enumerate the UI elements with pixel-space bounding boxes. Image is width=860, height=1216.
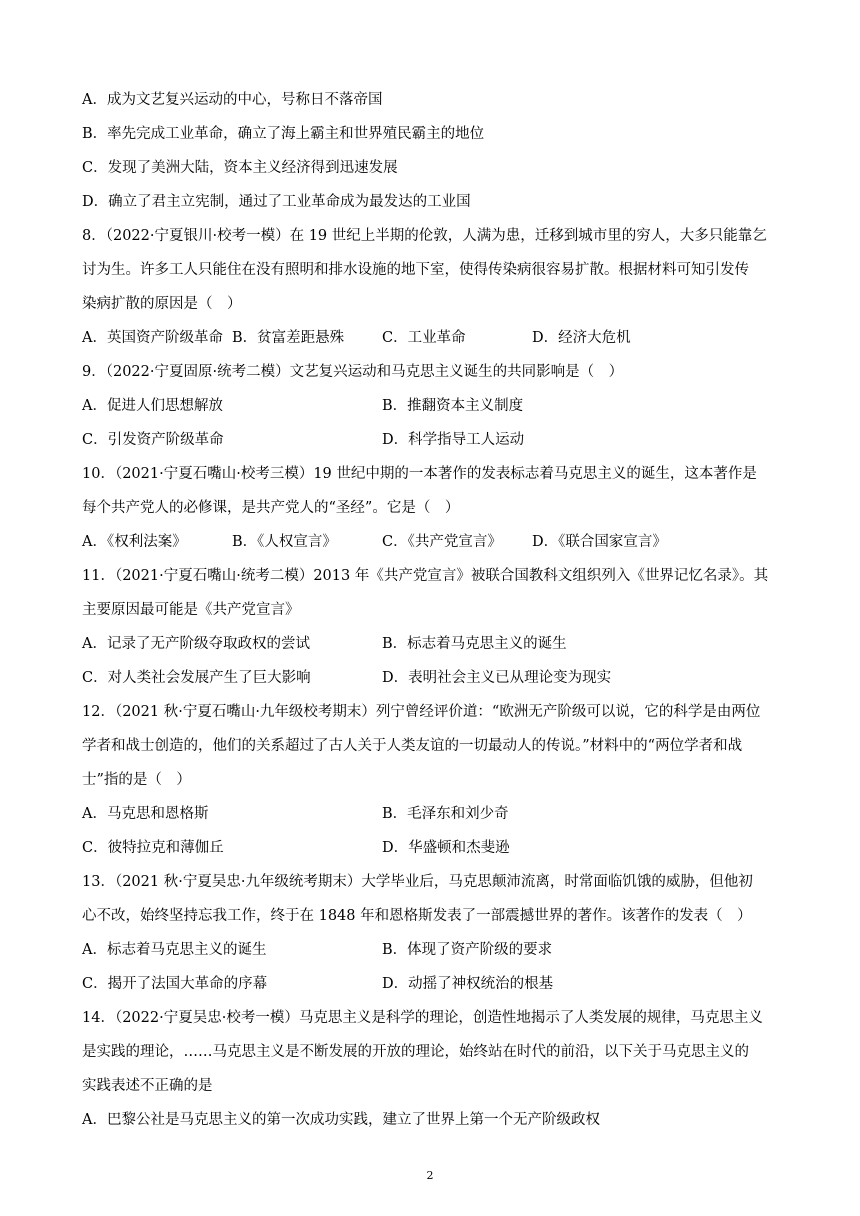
q8-option-b: B．贫富差距悬殊 xyxy=(232,330,345,346)
q8-stem-line-3: 染病扩散的原因是（ ） xyxy=(82,296,242,312)
q8-option-d: D．经济大危机 xyxy=(532,330,631,346)
q10-option-d: D．《联合国家宣言》 xyxy=(532,534,667,550)
q13-option-d: D．动摇了神权统治的根基 xyxy=(382,976,554,992)
q12-option-a: A．马克思和恩格斯 xyxy=(82,806,209,822)
q9-option-c: C．引发资产阶级革命 xyxy=(82,432,224,448)
q9-option-b: B．推翻资本主义制度 xyxy=(382,398,524,414)
q7-option-d: D．确立了君主立宪制，通过了工业革命成为最发达的工业国 xyxy=(82,194,471,210)
q11-option-c: C．对人类社会发展产生了巨大影响 xyxy=(82,670,311,686)
q14-stem-line-1: 14．（2022·宁夏吴忠·校考一模）马克思主义是科学的理论，创造性地揭示了人类发展的规律，马克思主义 xyxy=(82,1010,763,1026)
q13-option-a: A．标志着马克思主义的诞生 xyxy=(82,942,267,958)
q12-option-b: B．毛泽东和刘少奇 xyxy=(382,806,509,822)
q11-option-b: B．标志着马克思主义的诞生 xyxy=(382,636,567,652)
q9-option-d: D．科学指导工人运动 xyxy=(382,432,525,448)
q14-stem-line-2: 是实践的理论，……马克思主义是不断发展的开放的理论，始终站在时代的前沿，以下关于马克思主义的 xyxy=(82,1044,749,1060)
q11-option-a: A．记录了无产阶级夺取政权的尝试 xyxy=(82,636,310,652)
q13-option-b: B．体现了资产阶级的要求 xyxy=(382,942,553,958)
q9-option-a: A．促进人们思想解放 xyxy=(82,398,223,414)
page-number: 2 xyxy=(426,1169,434,1182)
q7-option-a: A．成为文艺复兴运动的中心，号称日不落帝国 xyxy=(82,92,383,108)
q10-stem-line-1: 10．（2021·宁夏石嘴山·校考三模）19 世纪中期的一本著作的发表标志着马克思主义的诞生，这本著作是 xyxy=(82,466,757,482)
q14-stem-line-3: 实践表述不正确的是 xyxy=(82,1078,213,1094)
q10-option-c: C．《共产党宣言》 xyxy=(382,534,502,550)
q13-option-c: C．揭开了法国大革命的序幕 xyxy=(82,976,268,992)
q10-option-a: A．《权利法案》 xyxy=(82,534,187,550)
q12-stem-line-2: 学者和战士创造的，他们的关系超过了古人关于人类友谊的一切最动人的传说。”材料中的“两位学者和战 xyxy=(82,738,743,754)
q8-option-a: A．英国资产阶级革命 xyxy=(82,330,223,346)
q8-stem-line-2: 讨为生。许多工人只能住在没有照明和排水设施的地下室，使得传染病很容易扩散。根据材料可知引发传 xyxy=(82,262,749,278)
q8-stem-line-1: 8．（2022·宁夏银川·校考一模）在 19 世纪上半期的伦敦，人满为患，迁移到城市里的穷人，大多只能靠乞 xyxy=(82,228,767,244)
q12-stem-line-1: 12．（2021 秋·宁夏石嘴山·九年级校考期末）列宁曾经评价道：“欧洲无产阶级可以说，它的科学是由两位 xyxy=(82,704,761,720)
q10-stem-line-2: 每个共产党人的必修课，是共产党人的“圣经”。它是（ ） xyxy=(82,500,460,516)
q11-option-d: D．表明社会主义已从理论变为现实 xyxy=(382,670,612,686)
q7-option-b: B．率先完成工业革命，确立了海上霸主和世界殖民霸主的地位 xyxy=(82,126,485,142)
q11-stem-line-1: 11．（2021·宁夏石嘴山·统考二模）2013 年《共产党宣言》被联合国教科文组织列入《世界记忆名录》。其 xyxy=(82,568,769,584)
q13-stem-line-2: 心不改，始终坚持忘我工作，终于在 1848 年和恩格斯发表了一部震撼世界的著作。该著作的发表（ ） xyxy=(82,908,752,924)
q14-option-a: A．巴黎公社是马克思主义的第一次成功实践，建立了世界上第一个无产阶级政权 xyxy=(82,1112,600,1128)
q8-option-c: C．工业革命 xyxy=(382,330,466,346)
q10-option-b: B．《人权宣言》 xyxy=(232,534,337,550)
q13-stem-line-1: 13．（2021 秋·宁夏吴忠·九年级统考期末）大学毕业后，马克思颠沛流离，时常面临饥饿的威胁，但他初 xyxy=(82,874,753,890)
q7-option-c: C．发现了美洲大陆，资本主义经济得到迅速发展 xyxy=(82,160,398,176)
q12-stem-line-3: 士”指的是（ ） xyxy=(82,772,191,788)
q12-option-d: D．华盛顿和杰斐逊 xyxy=(382,840,510,856)
q12-option-c: C．彼特拉克和薄伽丘 xyxy=(82,840,224,856)
q11-stem-line-2: 主要原因最可能是《共产党宣言》 xyxy=(82,602,300,618)
q9-stem-line-1: 9．（2022·宁夏固原·统考二模）文艺复兴运动和马克思主义诞生的共同影响是（ ） xyxy=(82,364,624,380)
